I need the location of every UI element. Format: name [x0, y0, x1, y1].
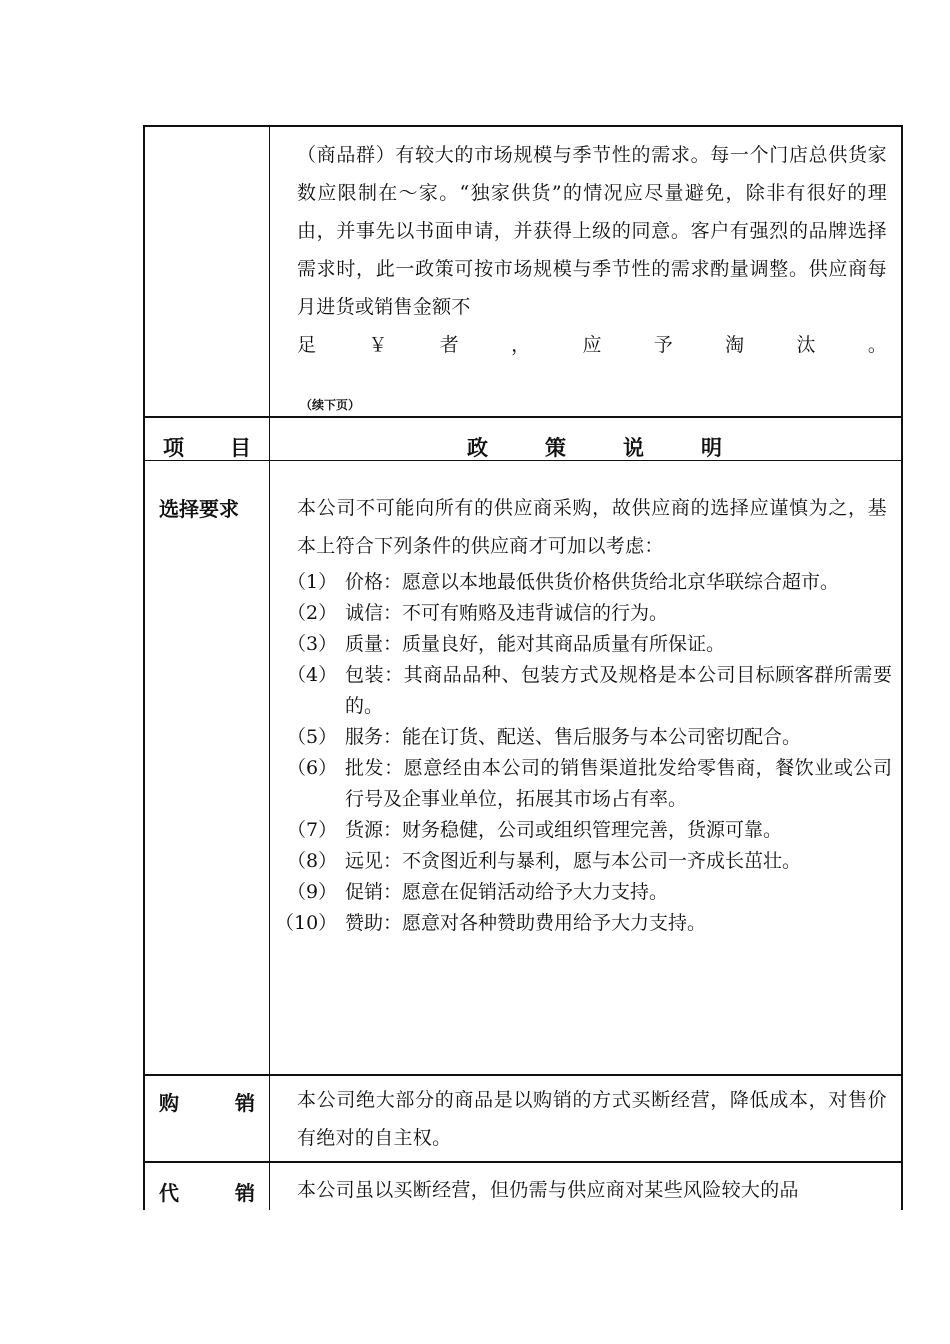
list-item: （2） 诚信：不可有贿赂及违背诚信的行为。: [287, 602, 669, 624]
row-label-purchase: 购 销: [159, 1091, 255, 1115]
row-rule: [145, 1161, 901, 1163]
list-item: （5） 服务：能在订货、配送、售后服务与本公司密切配合。: [287, 726, 802, 748]
row-label-selection: 选择要求: [159, 497, 239, 521]
row-rule: [145, 1074, 901, 1076]
last-line-char: ￥: [368, 334, 388, 356]
continued-last-line: [297, 326, 887, 364]
continued-note: （续下页）: [300, 398, 361, 412]
list-item: （10） 赞助：愿意对各种赞助费用给予大力支持。: [275, 912, 707, 934]
list-item: （8） 远见：不贪图近利与暴利，愿与本公司一齐成长茁壮。: [287, 850, 802, 872]
purchase-text: 本公司绝大部分的商品是以购销的方式买断经营，降低成本，对售价有绝对的自主权。: [297, 1089, 887, 1149]
last-line-char: 足: [297, 334, 317, 356]
consignment-text: 本公司虽以买断经营，但仍需与供应商对某些风险较大的品: [297, 1179, 799, 1201]
list-item: （4） 包装：其商品品种、包装方式及规格是本公司目标顾客群所需要的。: [287, 664, 892, 717]
last-line-char: 淘: [725, 334, 745, 356]
list-item: （7） 货源：财务稳健，公司或组织管理完善，货源可靠。: [287, 819, 783, 841]
selection-intro: 本公司不可能向所有的供应商采购，故供应商的选择应谨慎为之，基本上符合下列条件的供应商才可加以考虑：: [297, 497, 887, 557]
last-line-char: 予: [653, 334, 673, 356]
header-top-rule: [145, 416, 901, 418]
continued-paragraph: （商品群）有较大的市场规模与季节性的需求。每一个门店总供货家数应限制在～家。“独家供货”的情况应尽量避免，除非有很好的理由，并事先以书面申请，并获得上级的同意。客户有强烈的品牌选择需求时，此一政策可按市场规模与季节性的需求酌量调整。供应商每月进货或销售金额不: [297, 144, 887, 318]
header-policy-label: 政 策 说 明: [467, 436, 722, 460]
list-item: （6） 批发：愿意经由本公司的销售渠道批发给零售商，餐饮业或公司行号及企事业单位，拓展其市场占有率。: [287, 757, 892, 810]
last-line-char: 汰: [796, 334, 816, 356]
header-bottom-rule: [145, 460, 901, 461]
last-line-char: ，: [511, 334, 531, 356]
list-item: （1） 价格：愿意以本地最低供货价格供货给北京华联综合超市。: [287, 571, 840, 593]
header-item-label: 项 目: [163, 436, 251, 460]
list-item: （3） 质量：质量良好，能对其商品质量有所保证。: [287, 633, 726, 655]
last-line-char: 者: [439, 334, 459, 356]
column-divider: [269, 127, 270, 1210]
row-label-consignment: 代 销: [159, 1181, 255, 1205]
list-item: （9） 促销：愿意在促销活动给予大力支持。: [287, 881, 669, 903]
last-line-char: 应: [582, 334, 602, 356]
selection-criteria-list: [275, 567, 892, 939]
policy-table: [143, 125, 903, 1210]
continued-cell: [297, 136, 887, 364]
last-line-char: 。: [867, 334, 887, 356]
